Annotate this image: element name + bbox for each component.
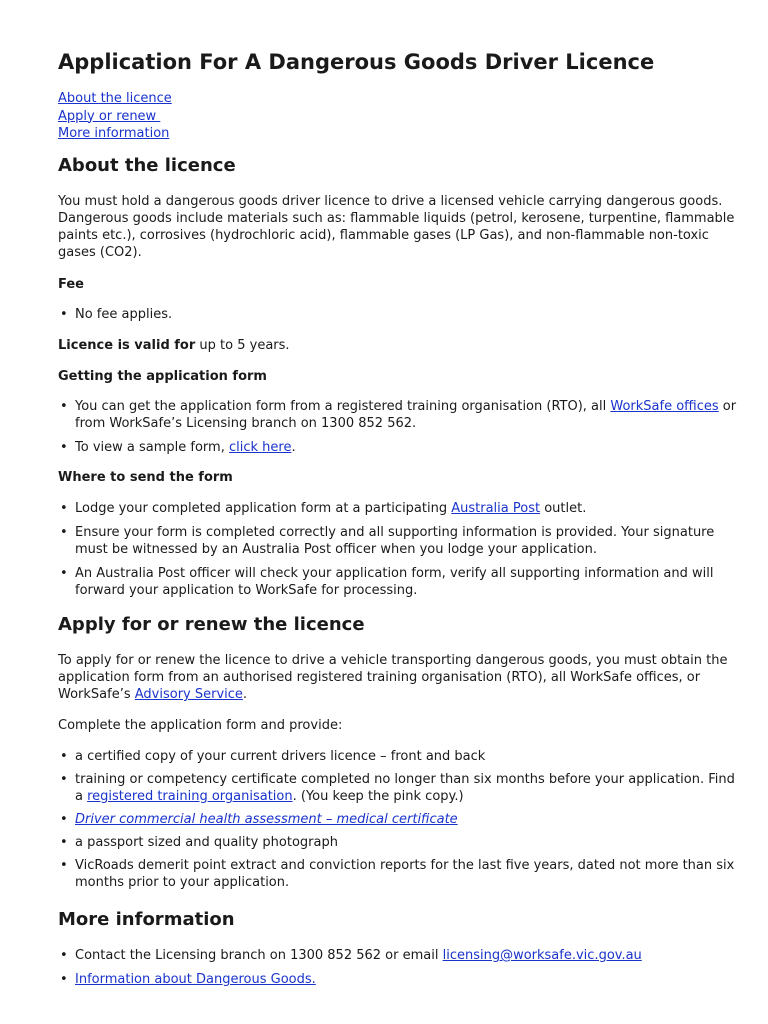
requirements-list xyxy=(58,748,738,897)
send-form-list xyxy=(58,500,738,606)
registered-training-organisation-link[interactable]: registered training organisation xyxy=(87,789,293,804)
sample-form-link[interactable]: click here xyxy=(228,440,292,455)
list-item-text: . (You keep the pink copy.) xyxy=(292,789,464,804)
list-item: • No fee applies. xyxy=(58,306,738,323)
list-item: • a certified copy of your current drivers licence – front and back xyxy=(58,748,738,765)
toc-link-more[interactable]: More information xyxy=(58,126,170,141)
table-of-contents xyxy=(58,90,172,143)
list-item-text: You can get the application form from a registered training organisation (RTO), all xyxy=(75,399,611,414)
fee-label: Fee xyxy=(58,277,84,292)
list-item-text: . xyxy=(291,440,296,455)
paragraph-text: To apply for or renew the licence to drive a vehicle transporting dangerous goods, you must obtain the application form from an authorised registered training organisation (RTO), all WorkSafe offices, or WorkSafe’s xyxy=(58,653,732,702)
toc-item xyxy=(58,108,172,126)
licensing-email-link[interactable]: licensing@worksafe.vic.gov.au xyxy=(442,948,642,963)
australia-post-link[interactable]: Australia Post xyxy=(451,501,541,516)
getting-form-label: Getting the application form xyxy=(58,369,267,384)
worksafe-offices-link[interactable]: WorkSafe offices xyxy=(610,399,719,414)
list-item xyxy=(58,398,741,432)
getting-form-list xyxy=(58,398,741,463)
list-item xyxy=(58,771,738,805)
section-heading-apply: Apply for or renew the licence xyxy=(58,614,365,635)
dangerous-goods-info-link[interactable]: Information about Dangerous Goods. xyxy=(75,972,316,987)
list-item xyxy=(58,971,738,988)
list-item: • An Australia Post officer will check your application form, verify all supporting information and will forward your application to WorkSafe for processing. xyxy=(58,565,738,599)
apply-intro-paragraph xyxy=(58,652,738,703)
list-item: • a passport sized and quality photograph xyxy=(58,834,738,851)
validity-text: up to 5 years. xyxy=(195,338,290,353)
list-item: • Ensure your form is completed correctly and all supporting information is provided. Your signature must be witnessed by an Australia Post officer when you lodge your application. xyxy=(58,524,738,558)
section-heading-about: About the licence xyxy=(58,155,236,176)
list-item-text: To view a sample form, xyxy=(75,440,229,455)
advisory-service-link[interactable]: Advisory Service xyxy=(134,687,243,702)
list-item xyxy=(58,500,738,517)
list-item-text: outlet. xyxy=(540,501,587,516)
list-item xyxy=(58,947,738,964)
about-intro-paragraph: You must hold a dangerous goods driver licence to drive a licensed vehicle carrying dangerous goods. Dangerous goods include materials such as: flammable liquids (petrol, kerosene, turpentine, flammable paints etc.), corrosives (hydrochloric acid), flammable gases (LP Gas), and non-flammable non-toxic gases (CO2). xyxy=(58,194,735,260)
list-item xyxy=(58,811,738,828)
list-item-text: training or competency certificate completed no longer than six months before your application. Find a xyxy=(75,772,740,804)
fee-list xyxy=(58,306,738,330)
more-info-list xyxy=(58,947,738,995)
list-item-text: Contact the Licensing branch on 1300 852 562 or email xyxy=(75,948,443,963)
paragraph-text: . xyxy=(242,687,248,702)
list-item xyxy=(58,439,738,456)
toc-item xyxy=(58,90,172,108)
toc-link-about[interactable]: About the licence xyxy=(58,91,172,106)
page-title: Application For A Dangerous Goods Driver Licence xyxy=(58,50,655,74)
health-assessment-link[interactable]: Driver commercial health assessment – medical certificate xyxy=(75,812,458,827)
list-item-text: Lodge your completed application form at a participating xyxy=(75,501,452,516)
complete-form-paragraph: Complete the application form and provide: xyxy=(58,718,343,733)
list-item: • VicRoads demerit point extract and conviction reports for the last five years, dated not more than six months prior to your application. xyxy=(58,857,738,891)
list-item-text: or from WorkSafe’s Licensing branch on 1300 852 562. xyxy=(75,399,741,431)
toc-item xyxy=(58,125,172,143)
validity-label: Licence is valid for xyxy=(58,338,196,353)
send-form-label: Where to send the form xyxy=(58,470,233,485)
toc-link-apply[interactable]: Apply or renew xyxy=(58,108,161,124)
section-heading-more: More information xyxy=(58,909,235,930)
validity-paragraph xyxy=(58,337,738,354)
